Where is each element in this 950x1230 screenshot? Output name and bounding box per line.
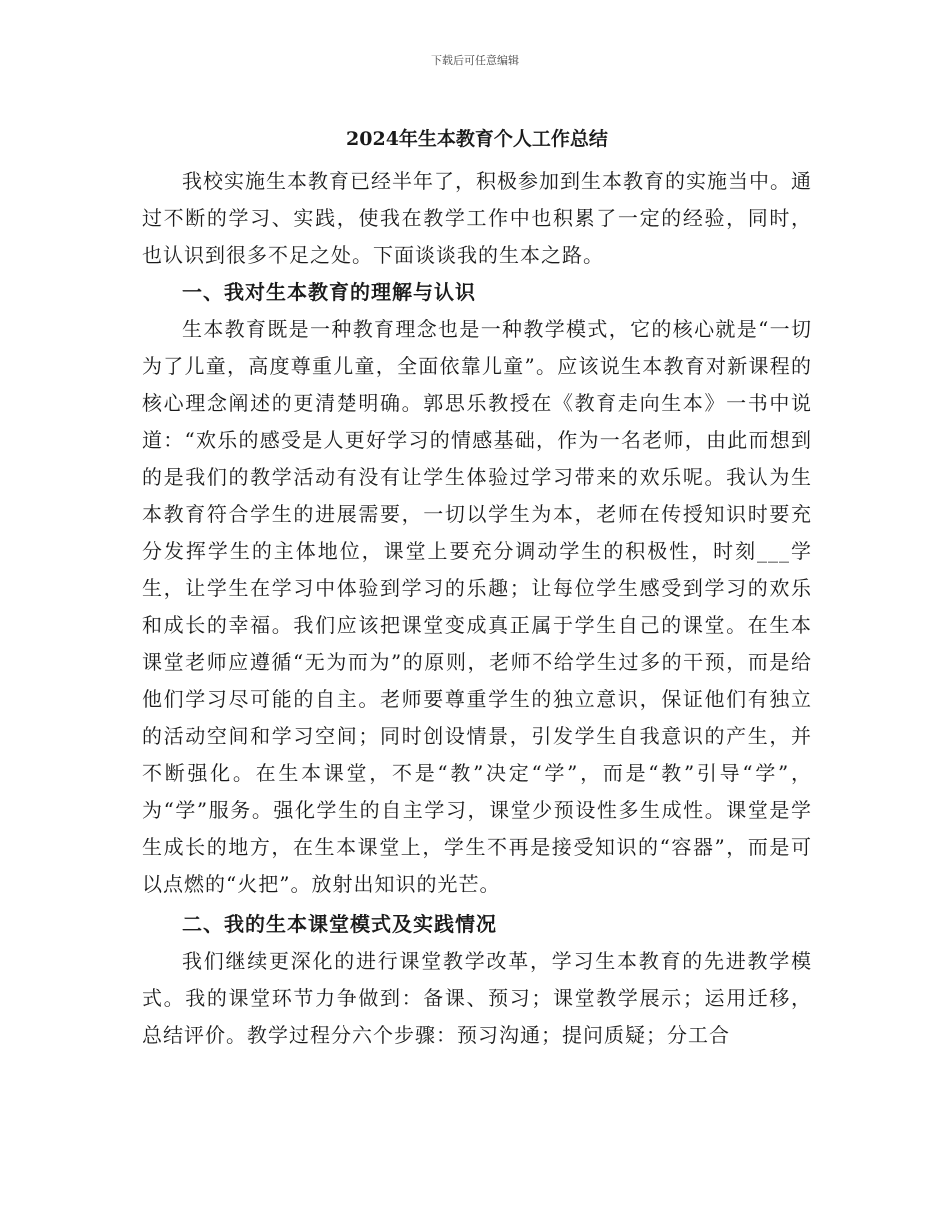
section-2-paragraph: 我们继续更深化的进行课堂教学改革，学习生本教育的先进教学模式。我的课堂环节力争做到：备课、预习；课堂教学展示；运用迁移，总结评价。教学过程分六个步骤：预习沟通；提问质疑；分工合 (142, 949, 812, 1047)
intro-paragraph: 我校实施生本教育已经半年了，积极参加到生本教育的实施当中。通过不断的学习、实践，使我在教学工作中也积累了一定的经验，同时，也认识到很多不足之处。下面谈谈我的生本之路。 (142, 169, 812, 267)
document-title: 2024年生本教育个人工作总结 (346, 128, 608, 150)
section-2-heading: 二、我的生本课堂模式及实践情况 (182, 912, 497, 936)
document-body (142, 126, 812, 1054)
page-header-note: 下载后可任意编辑 (431, 54, 519, 67)
section-1-heading: 一、我对生本教育的理解与认识 (182, 280, 476, 304)
section-1-paragraph: 生本教育既是一种教育理念也是一种教学模式，它的核心就是“一切为了儿童，高度尊重儿童，全面依靠儿童”。应该说生本教育对新课程的核心理念阐述的更清楚明确。郭思乐教授在《教育走向生本》一书中说道：“欢乐的感受是人更好学习的情感基础，作为一名老师，由此而想到的是我们的教学活动有没有让学生体验过学习带来的欢乐呢。我认为生本教育符合学生的进展需要，一切以学生为本，老师在传授知识时要充分发挥学生的主体地位，课堂上要充分调动学生的积极性，时刻___学生，让学生在学习中体验到学习的乐趣；让每位学生感受到学习的欢乐和成长的幸福。我们应该把课堂变成真正属于学生自己的课堂。在生本课堂老师应遵循“无为而为”的原则，老师不给学生过多的干预，而是给他们学习尽可能的自主。老师要尊重学生的独立意识，保证他们有独立的活动空间和学习空间；同时创设情景，引发学生自我意识的产生，并不断强化。在生本课堂，不是“教”决定“学”，而是“教”引导“学”，为“学”服务。强化学生的自主学习，课堂少预设性多生成性。课堂是学生成长的地方，在生本课堂上，学生不再是接受知识的“容器”，而是可以点燃的“火把”。放射出知识的光芒。 (142, 317, 812, 896)
